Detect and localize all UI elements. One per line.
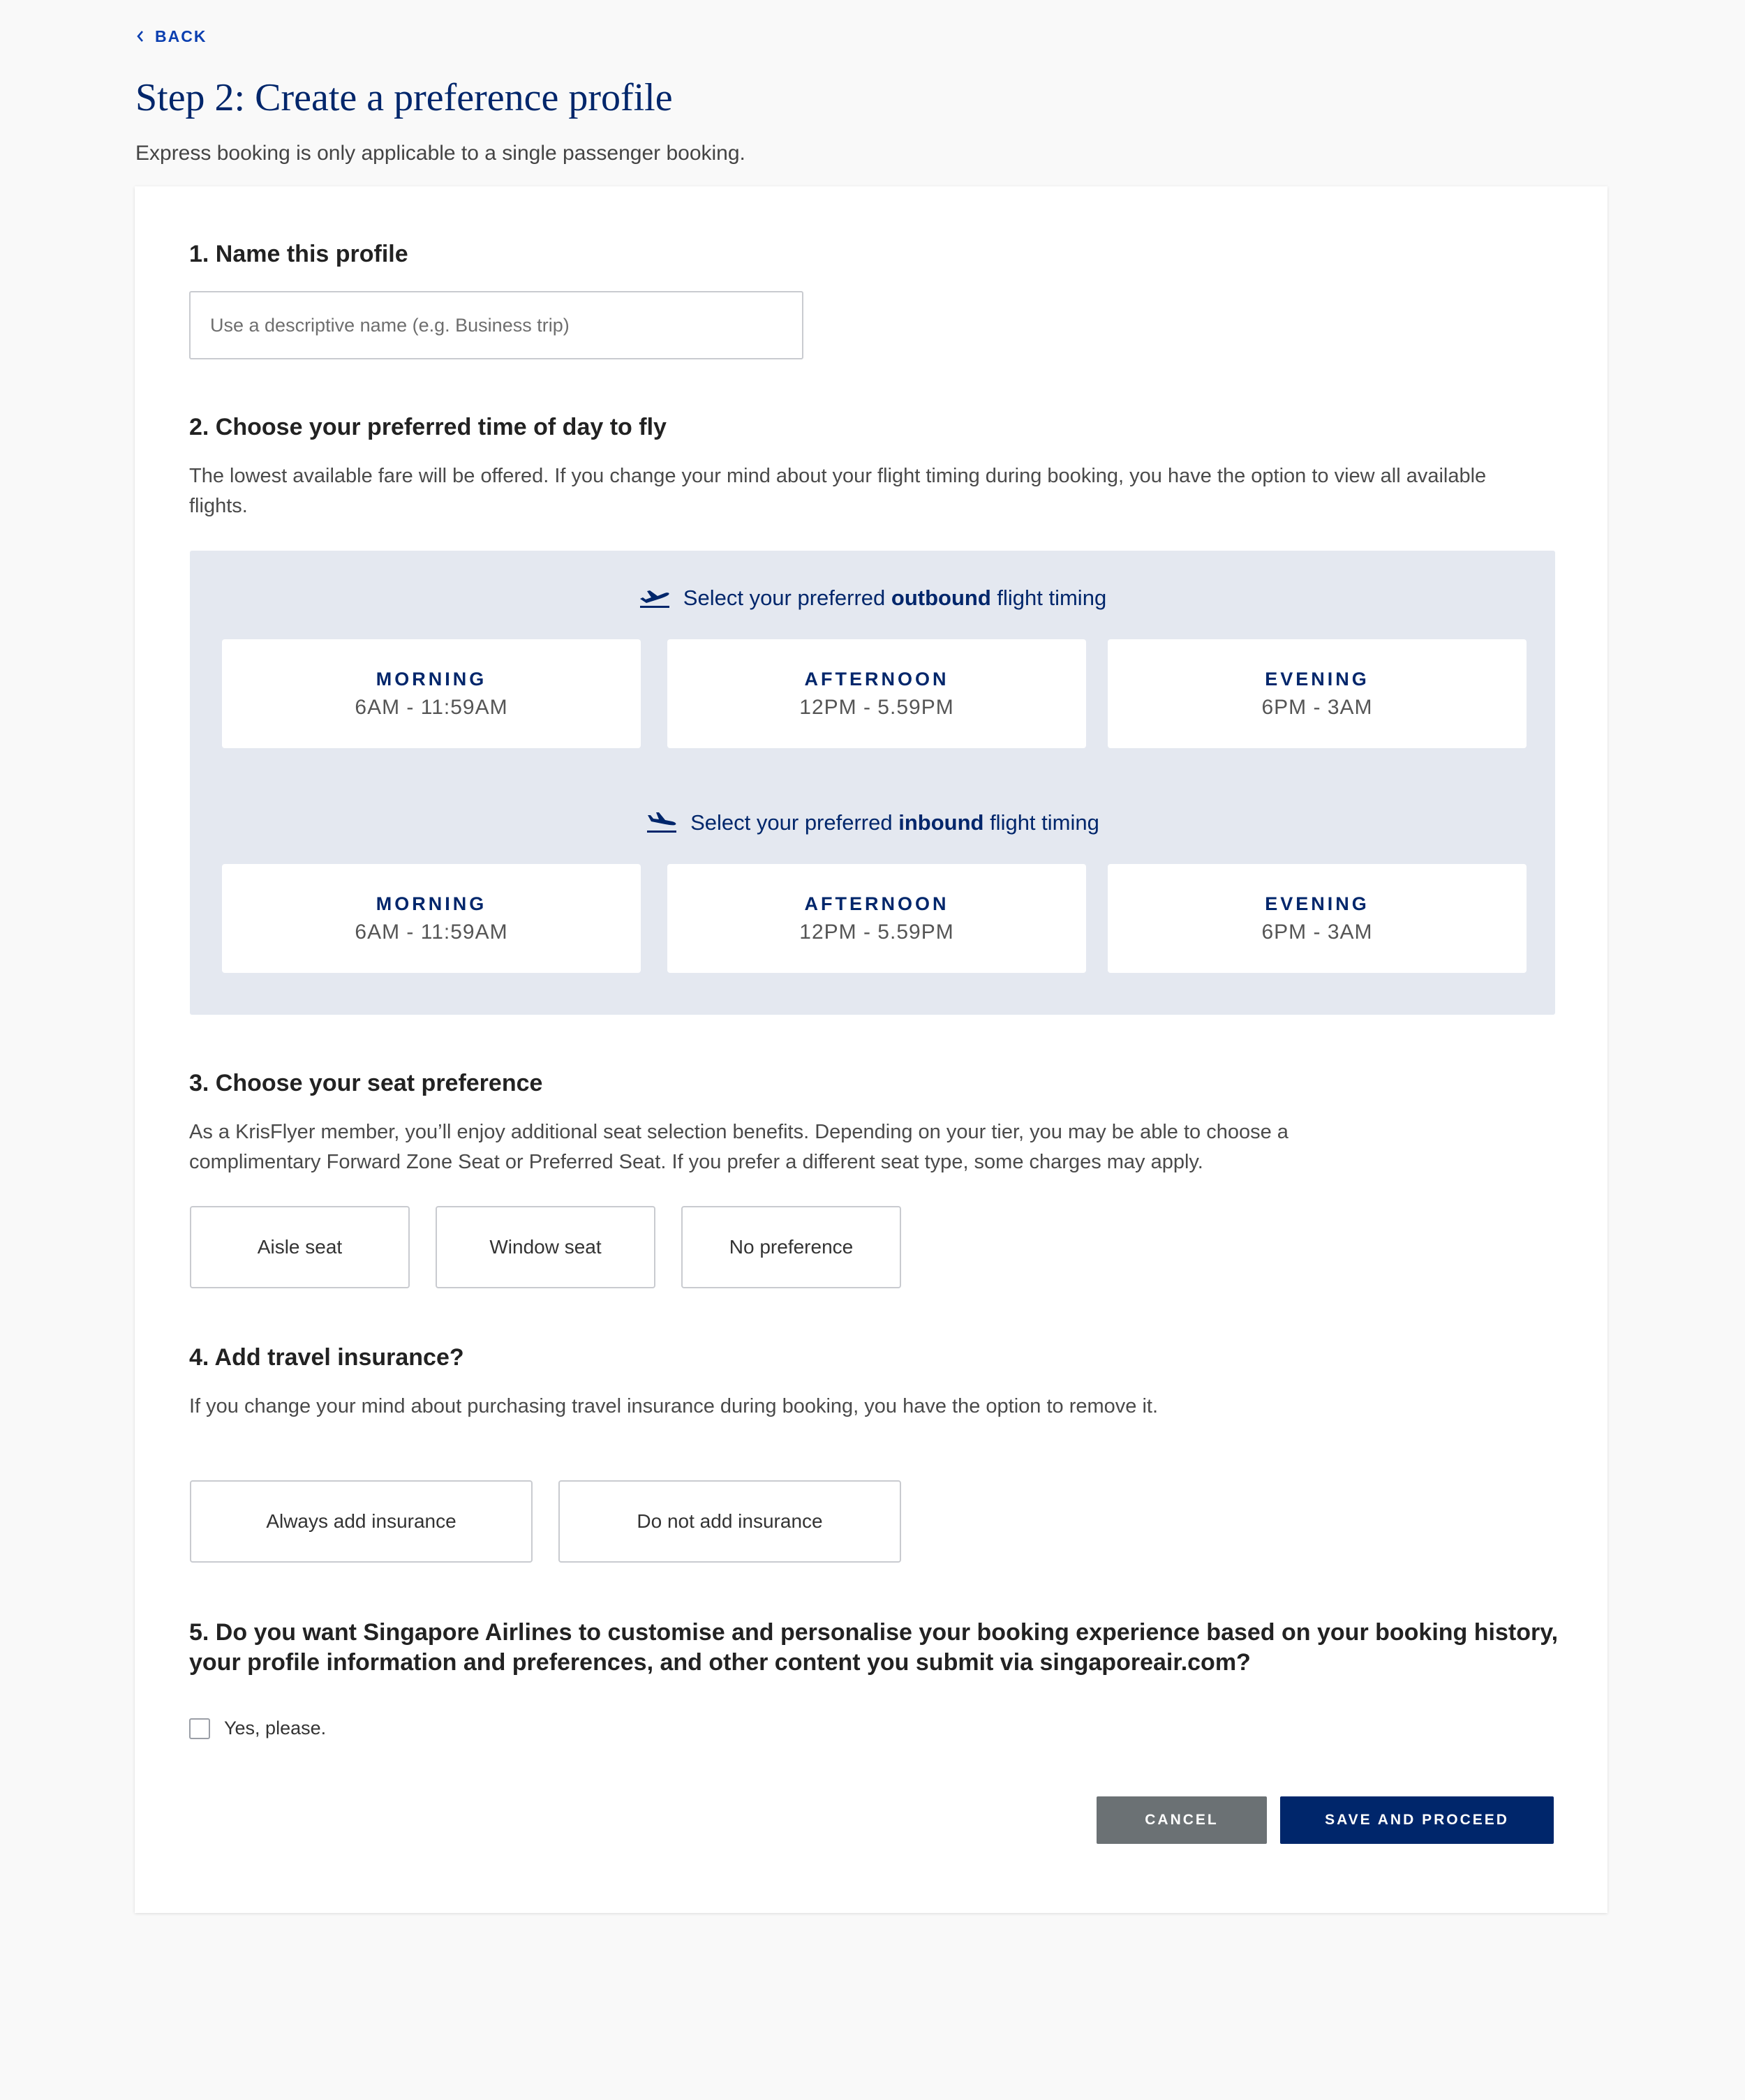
inbound-morning-option[interactable] (222, 864, 641, 973)
slot-label: MORNING (376, 893, 487, 914)
slot-range: 6AM - 11:59AM (355, 695, 508, 719)
outbound-evening-option[interactable] (1108, 639, 1527, 748)
page-subtitle: Express booking is only applicable to a single passenger booking. (135, 142, 745, 165)
insurance-option-do-not-add[interactable]: Do not add insurance (558, 1480, 901, 1563)
inbound-timing-text: Select your preferred inbound flight timing (690, 810, 1099, 835)
flight-timing-panel (190, 551, 1555, 1015)
section-heading-personalisation: 5. Do you want Singapore Airlines to customise and personalise your booking experience based on your booking history, your profile information and preferences, and other content you submit via singaporeair.com? (189, 1619, 1559, 1676)
seat-option-no-preference[interactable]: No preference (681, 1206, 901, 1288)
section-heading-profile-name: 1. Name this profile (189, 241, 408, 267)
outbound-morning-option[interactable] (222, 639, 641, 748)
slot-label: MORNING (376, 668, 487, 690)
chevron-left-icon (135, 29, 145, 43)
seat-option-window[interactable]: Window seat (436, 1206, 655, 1288)
save-and-proceed-button[interactable]: SAVE AND PROCEED (1280, 1796, 1554, 1844)
insurance-description: If you change your mind about purchasing travel insurance during booking, you have the option to remove it. (189, 1395, 1159, 1417)
outbound-afternoon-option[interactable] (667, 639, 1086, 748)
personalisation-checkbox-label: Yes, please. (224, 1718, 327, 1738)
profile-name-input[interactable] (189, 291, 803, 359)
slot-range: 12PM - 5.59PM (799, 920, 954, 944)
slot-label: EVENING (1265, 668, 1369, 690)
slot-range: 6AM - 11:59AM (355, 920, 508, 944)
section-heading-seat: 3. Choose your seat preference (189, 1070, 543, 1096)
insurance-option-always-add[interactable]: Always add insurance (190, 1480, 533, 1563)
time-of-day-description: The lowest available fare will be offered. If you change your mind about your flight timing during booking, you have the option to view all available flights. (189, 465, 1487, 517)
slot-label: AFTERNOON (804, 668, 949, 690)
back-label: BACK (155, 27, 207, 45)
inbound-timing-heading (190, 810, 1555, 835)
outbound-timing-heading (190, 586, 1555, 611)
plane-takeoff-icon (639, 587, 671, 609)
seat-option-aisle[interactable]: Aisle seat (190, 1206, 410, 1288)
cancel-button[interactable]: CANCEL (1097, 1796, 1267, 1844)
page-title: Step 2: Create a preference profile (135, 76, 673, 119)
personalisation-consent-row[interactable] (189, 1718, 326, 1739)
slot-range: 12PM - 5.59PM (799, 695, 954, 719)
inbound-afternoon-option[interactable] (667, 864, 1086, 973)
slot-label: EVENING (1265, 893, 1369, 914)
seat-description: As a KrisFlyer member, you’ll enjoy additional seat selection benefits. Depending on your tier, you may be able to choose a complimentary Forward Zone Seat or Preferred Seat. If you prefer a different seat type, some charges may apply. (189, 1121, 1289, 1173)
inbound-evening-option[interactable] (1108, 864, 1527, 973)
personalisation-checkbox[interactable] (189, 1718, 210, 1739)
section-heading-time-of-day: 2. Choose your preferred time of day to fly (189, 414, 667, 440)
plane-landing-icon (646, 812, 678, 834)
back-link[interactable] (135, 25, 207, 47)
preference-form-card (135, 186, 1607, 1913)
section-heading-insurance: 4. Add travel insurance? (189, 1344, 464, 1371)
slot-range: 6PM - 3AM (1261, 695, 1373, 719)
slot-label: AFTERNOON (804, 893, 949, 914)
slot-range: 6PM - 3AM (1261, 920, 1373, 944)
outbound-timing-text: Select your preferred outbound flight timing (683, 586, 1107, 610)
